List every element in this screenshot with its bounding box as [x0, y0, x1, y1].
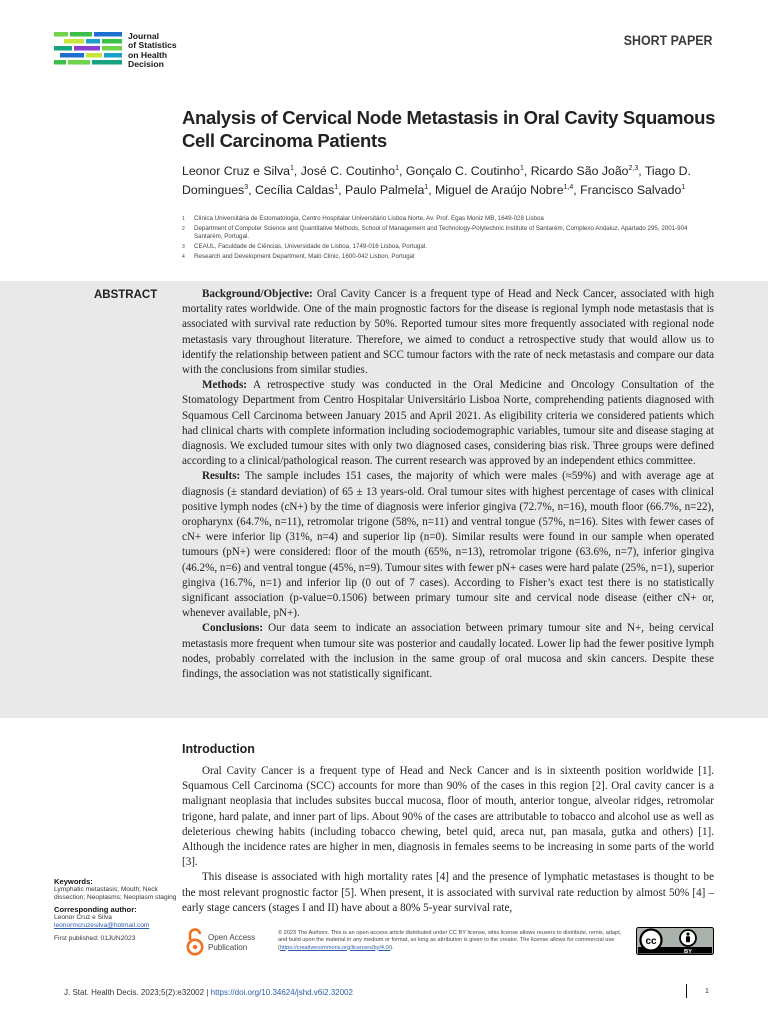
author-affiliation-marker: 1,4 [563, 183, 574, 191]
abstract-body [182, 287, 714, 682]
footer-divider [686, 984, 687, 998]
license-text: © 2023 The Authors. This is an open access article distributed under CC BY license, whis license allows reusers to distribute, remix, adapt, and build upon the material in any medium or format, so long as attribution is given to the creator. The license allows for commercial use ( [278, 930, 622, 951]
author-name: Gonçalo C. Coutinho$^1$ [405, 164, 524, 179]
footer-citation: J. Stat. Health Decis. 2023;5(2):e32002 [64, 988, 205, 997]
first-published-date: First published: 01JUN2023 [54, 934, 136, 942]
affiliation-item [182, 243, 712, 251]
keywords-heading: Keywords: [54, 877, 93, 886]
author-affiliation-marker: 2,3 [628, 165, 639, 172]
open-access-line: Publication [208, 942, 248, 952]
license-link[interactable]: https://creativecommons.org/licenses/by/4.0/ [279, 944, 391, 951]
section-head: Results: [202, 470, 241, 483]
section-text: Oral Cavity Cancer is a frequent type of Head and Neck Cancer, associated with high mortality rates worldwide. One of the main prognostic factors for the disease is regional lymph node metastasis that is associated with survival rate reduction by 50%. Reported tumour sites more frequently associated with regional node metastasis vary throughout literature. Therefore, we aimed to conduct a retrospective study that would allow us to identify the relationship between patient and SCC tumour factors with the rate of neck metastasis and compare our data with the conclusions from similar studies. [182, 288, 714, 377]
author-affiliation-marker: 1 [290, 165, 294, 172]
section-text: A retrospective study was conducted in the Oral Medicine and Oncology Consultation of the Stomatology Department from Centro Hospitalar Universitário Lisboa Norte, comprehending patients diagnosed with Squamous Cell Carcinoma between January 2015 and April 2021. As eligibility criteria we considered patients which had clinical charts with complete information including sociodemographic variables, tumour site and disease staging at diagnosis. We excluded tumour sites with only two diagnosed cases, considering bias risk. Three groups were defined according to a clinical/pathological reason. The current research was approved by an independent ethics committee. [182, 379, 714, 468]
license-text-end: ). [390, 944, 394, 951]
corresponding-author-name: Leonor Cruz e Silva [54, 914, 112, 922]
introduction-paragraph: This disease is associated with high mortality rates [4] and the presence of lymphatic metastases is thought to be the most relevant prognostic factor [5]. When present, it is associated with survival rate reduction by almost 50% [4] – early stage cancers (stages I and II) have about a 80% 5-year survival rate, [182, 871, 714, 914]
open-access-line: Open Access [208, 933, 256, 942]
license-statement [278, 930, 630, 952]
author-affiliation-marker: 3 [244, 183, 249, 191]
affiliation-number: 4 [182, 254, 185, 260]
author-name: Miguel de Araújo Nobre$^{1,4}$ [435, 182, 574, 197]
journal-logo [54, 32, 194, 72]
affiliation-number: 1 [182, 216, 185, 222]
journal-name-line: on Health [128, 49, 168, 60]
author-name: Francisco Salvado$^1$ [580, 182, 686, 197]
author-affiliation-marker: 1 [520, 165, 524, 172]
corresponding-author-email-link[interactable]: leonormcruzesilva@hotmail.com [54, 921, 150, 929]
svg-text:cc: cc [645, 936, 657, 947]
author-name: José C. Coutinho$^1$ [300, 164, 399, 179]
abstract-background-section [182, 287, 714, 378]
affiliation-number: 3 [182, 244, 185, 250]
affiliation-list [182, 215, 712, 263]
section-text: The sample includes 151 cases, the majority of which were males (≈59%) and with average age at diagnosis (± standard deviation) of 65 ± 13 years-old. Oral tumour sites with highest percentage of cases with clinical positive lymph nodes (cN+) by the time of diagnosis were inferior gingiva (72.7%, n=16), mouth floor (66.7%, n=22), oropharynx (64.7%, n=11), retromolar trigone (58%, n=11) and ventral tongue (57%, n=16). Sites with fewer cases of cN+ were inferior lip (31%, n=4) and superior lip (n=0). Similar results were found in our sample when operated tumours (pN+) were considered: floor of the mouth (65%, n=13), retromolar trigone (63.6%, n=7), inferior gingiva (46.2%, n=6) and ventral tongue (45%, n=9). Tumour sites with fewer pN+ cases were hard palate (25%, n=1), superior gingiva (16.7%, n=1) and inferior lip (0 out of 7 cases). According to Fisher’s exact test there is no statistically significant association (p-value=0.1506) between primary tumour site and cervical node disease (either cN+ or, whenever available, pN+). [182, 470, 714, 620]
journal-name-line: of Statistics [128, 40, 177, 51]
journal-logo-mark [54, 32, 122, 72]
page-number: 1 [705, 988, 709, 995]
section-text: Our data seem to indicate an association between primary tumour site and N+, being cervical metastasis more frequent when tumour site was posterior and caudally located. Lower lip had the fewer positive lymph nodes, probably correlated with the inclusion in the same group of oral mucosa and skin cancers. Despite these findings, the association was not statistically significant. [182, 622, 714, 681]
paper-type: SHORT PAPER [624, 33, 713, 48]
author-affiliation-marker: 1 [395, 165, 399, 172]
author-affiliation-marker: 1 [334, 183, 339, 191]
author-name: Paulo Palmela$^1$ [345, 182, 429, 197]
abstract-conclusions-section [182, 621, 714, 682]
author-name: Ricardo São João$^{2,3}$ [530, 164, 639, 179]
affiliation-text: CEAUL, Faculdade de Ciências, Universidade de Lisboa, 1749-016 Lisboa, Portugal. [194, 243, 427, 250]
abstract-label: ABSTRACT [94, 289, 158, 301]
open-access-lock-icon [186, 928, 204, 956]
corresponding-author-heading: Corresponding author: [54, 905, 137, 915]
journal-name-line: Decision [128, 59, 164, 70]
introduction-paragraph: Oral Cavity Cancer is a frequent type of Head and Neck Cancer and is in sixteenth position worldwide [1]. Squamous Cell Carcinoma (SCC) accounts for more than 90% of the cases in this region [2]. Oral cavity cancer is a malignant neoplasia that includes subsites buccal mucosa, floor of mouth, anterior tongue, alveolar ridges, retromolar trigone, hard palate, and inner part of lips. About 90% of the cases are attributable to tobacco and alcohol use as well as deleterious chewing habits (including tobacco chewing, betel quid, areca nut, pan masala, gutka and others) [1]. Although the incidence rates are higher in men, diagnosis in females seems to be increasing in some parts of the world [3]. [182, 765, 714, 869]
affiliation-text: Research and Development Department, Maló Clinic, 1600-042 Lisbon, Portugal [194, 253, 415, 260]
introduction-body [182, 764, 714, 916]
introduction-heading: Introduction [182, 742, 255, 756]
page-footer [64, 988, 353, 997]
journal-name [128, 32, 177, 70]
cc-by-license-badge[interactable] [636, 927, 714, 955]
author-affiliation-marker: 1 [424, 183, 429, 191]
keywords-list: Lymphatic metastasis; Mouth; Neck dissection; Neoplasms; Neoplasm staging [54, 885, 177, 901]
open-access-badge [186, 928, 266, 956]
paper-title: Analysis of Cervical Node Metastasis in Oral Cavity Squamous Cell Carcinoma Patients [182, 107, 716, 151]
section-head: Conclusions: [202, 622, 264, 635]
author-name: Leonor Cruz e Silva$^1$ [182, 164, 294, 179]
author-affiliation-marker: 1 [681, 183, 686, 191]
cc-by-label: BY [683, 949, 693, 955]
author-list: Leonor Cruz e Silva$^1$, José C. Coutinho$^1$, Gonçalo C. Coutinho$^1$, Ricardo São João$^{2,3}$, Tiago D. Domingues$^3$, Cecília Caldas$^1$, Paulo Palmela$^1$, Miguel de Araújo Nobre$^{1,4}$, Francisco Salvado$^1$ [182, 164, 691, 197]
footer-separator: | [204, 988, 211, 997]
affiliation-text: Department of Computer Science and Quantitative Methods, School of Management and Technology-Polytechnic Institute of Santarém, Complexo Andaluz, Apartado 295, 2001-904 Santarém, Portugal. [194, 225, 688, 240]
journal-name-line: Journal [128, 31, 160, 41]
author-name: Cecília Caldas$^1$ [254, 182, 339, 197]
abstract-methods-section [182, 378, 714, 469]
affiliation-item [182, 225, 712, 241]
affiliation-item [182, 253, 712, 261]
author-name: Tiago D. Domingues$^3$ [182, 164, 691, 197]
abstract-results-section [182, 469, 714, 621]
affiliation-number: 2 [182, 226, 185, 232]
footer-doi-link[interactable]: https://doi.org/10.34624/jshd.v6i2.32002 [210, 988, 353, 997]
section-head: Background/Objective: [202, 288, 313, 300]
article-metadata [54, 878, 178, 943]
affiliation-text: Clínica Universitária de Estomatologia, Centro Hospitalar Universitário Lisboa Norte, Av. Prof. Egas Moniz MB, 1649-028 Lisboa [194, 215, 544, 222]
affiliation-item [182, 215, 712, 223]
open-access-text [208, 933, 255, 952]
section-head: Methods: [202, 379, 247, 392]
